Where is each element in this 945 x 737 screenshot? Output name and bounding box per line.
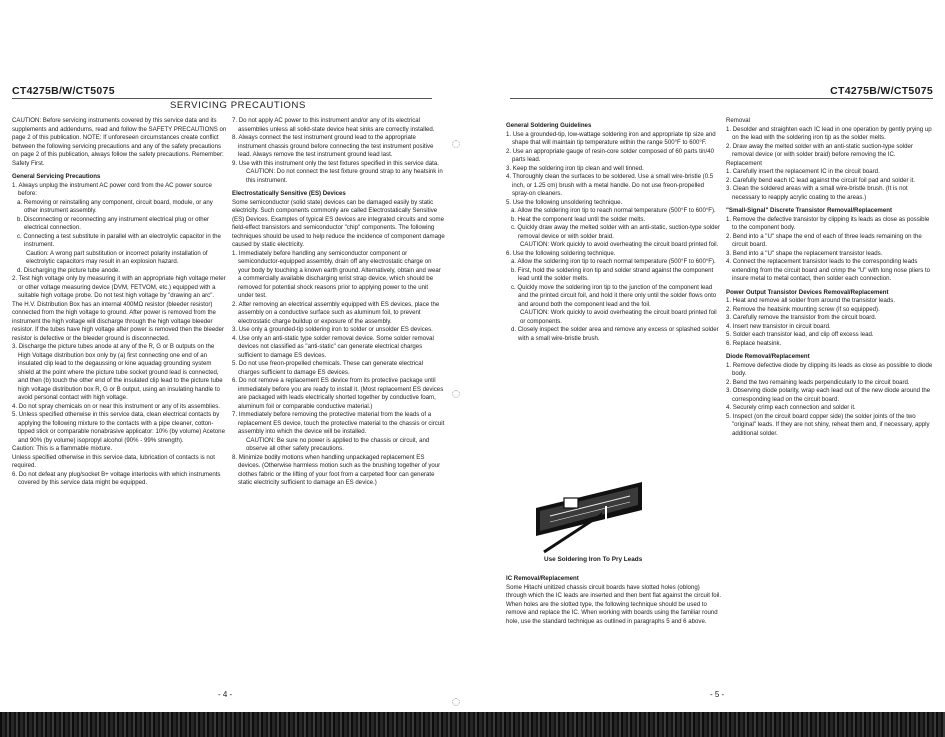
sub-list-item: c. Connecting a test substitute in parallel with an electrolytic capacitor in the instrument. — [17, 232, 221, 248]
page-title: SERVICING PRECAUTIONS — [170, 100, 306, 111]
header-rule-left — [12, 98, 432, 99]
list-item: 3. Keep the soldering iron tip clean and well tinned. — [506, 164, 644, 172]
list-item: 5. Use the following unsoldering technique. — [506, 198, 623, 206]
soldering-iron-figure — [530, 476, 648, 554]
section-heading: General Servicing Precautions — [12, 173, 101, 180]
paragraph: CAUTION: Before servicing instruments covered by this service data and its supplements and addendums, read and follow the SAFETY PRECAUTIONS on page 2 of this publication. NOTE: If unforeseen circumstances create conflict between the following servicing precautions and any of the safety precautions on page 2 of this publication, always follow the safety precautions. Remember: Safety First. — [12, 117, 227, 167]
list-item: 7. Do not apply AC power to this instrument and/or any of its electrical assemblies unless all solid-state device heat sinks are correctly installed. — [232, 117, 435, 133]
list-item: 3. Use only a grounded-tip soldering iron to solder or unsolder ES devices. — [232, 326, 433, 333]
page-number-left: - 4 - — [218, 690, 233, 699]
figure-caption: Use Soldering Iron To Pry Leads — [544, 556, 643, 563]
list-item: 2. Bend into a "U" shape the end of each of three leads remaining on the circuit board. — [726, 232, 922, 248]
list-item: 7. Immediately before removing the protective material from the leads of a replacement ES device, touch the protective material to the chassis or circuit assembly into which the device will be installed. — [232, 411, 445, 435]
column-1 — [12, 117, 228, 488]
scan-edge-strip — [0, 712, 945, 737]
list-item: 5. Solder each transistor lead, and clip off excess lead. — [726, 331, 874, 338]
list-item: 4. Use only an anti-static type solder removal device. Some solder removal devices not classified as "anti-static" can generate electrical charges sufficient to damage ES devices. — [232, 334, 434, 359]
list-item: 1. Remove defective diode by clipping its leads as close as possible to diode body. — [726, 361, 933, 377]
list-item: 2. Use an appropriate gauge of resin-core solder composed of 60 parts tin/40 parts lead. — [506, 147, 714, 163]
list-item: 8. Minimize bodily motions when handling unpackaged replacement ES devices. (Otherwise harmless motion such as the brushing together of your clothes fabric or the lifting of your foot from a carpeted floor can generate static electricity sufficient to damage an ES device.) — [232, 453, 441, 486]
section-heading: General Soldering Guidelines — [506, 122, 592, 129]
column-4 — [726, 117, 933, 438]
column-2 — [232, 117, 445, 488]
list-item: 4. Securely crimp each connection and solder it. — [726, 404, 856, 411]
list-item: 1. Use a grounded-tip, low-wattage soldering iron and appropriate tip size and shape that will maintain tip temperature within the range 500°F to 600°F. — [506, 130, 716, 146]
section-heading: Diode Removal/Replacement — [726, 353, 810, 360]
sub-list-item: c. Quickly draw away the melted solder with an anti-static, suction-type solder removal device or with solder braid. — [511, 224, 720, 240]
list-item: 8. Always connect the test instrument ground lead to the appropriate instrument chassis ground before connecting the test instrument positive lead. Always remove the test instrument ground lead last. — [232, 134, 434, 158]
list-item: 2. Carefully bend each IC lead against the circuit foil pad and solder it. — [726, 176, 916, 184]
paragraph: The H.V. Distribution Box has an internal 400MΩ resistor (bleeder resistor) connected from the high voltage to ground. After power is removed from the instrument the high voltage will discharge through the high voltage bleeder resistor. If the tubes have high voltage after power is removed then the bleeder resistor is defective or the bleeder ground is disconnected. — [12, 300, 225, 342]
sub-list-item: b. Heat the component lead until the solder melts. — [511, 215, 646, 223]
section-heading: Power Output Transistor Devices Removal/Replacement — [726, 288, 889, 296]
sub-list-item: b. First, hold the soldering iron tip and solder strand against the component lead until the solder melts. — [511, 266, 714, 282]
list-item: 3. Discharge the picture tubes anode at any of the R, G or B outputs on the High Voltage distribution box only by (a) first connecting one end of an insulated clip lead to the degaussing or kine aquadag grounding system shield at the point where the picture tube socket ground lead is connected, and then (b) touch the other end of the insulated clip lead to the picture tube high voltage distribution box R, G or B output, using an insulating handle to avoid personal contact with high voltage. — [12, 343, 223, 401]
punch-hole-mark — [452, 140, 460, 148]
paragraph: Some semiconductor (solid state) devices can be damaged easily by static electricity. Such components commonly are called Electrostatically Sensitive (ES) Devices. Examples of typical ES devices are integrated circuits and some field-effect transistors and semiconductor "chip" components. The following techniques should be used to help reduce the incidence of component damage caused by static electricity. — [232, 198, 445, 248]
list-item: 1. Immediately before handling any semiconductor component or semiconductor-equipped assembly, drain off any electrostatic charge on your body by touching a known earth ground. Alternatively, obtain and wear a commercially available discharging wrist strap device, which should be removed for potential shock reasons prior to applying power to the unit under test. — [232, 249, 441, 299]
list-item: 9. Use with this instrument only the test fixtures specified in this service data. — [232, 159, 439, 167]
sub-list-item: b. Disconnecting or reconnecting any instrument electrical plug or other electrical connection. — [17, 215, 210, 231]
section-heading: Electrostatically Sensitive (ES) Devices — [232, 190, 346, 197]
header-rule-right — [510, 98, 933, 99]
paragraph: Replacement — [726, 159, 762, 167]
caution-note: CAUTION: Be sure no power is applied to the chassis or circuit, and observe all other safety precautions. — [246, 436, 430, 452]
list-item: 3. Bend into a "U" shape the replacement transistor leads. — [726, 249, 883, 257]
paragraph: Caution: This is a flammable mixture. — [12, 445, 113, 452]
sub-list-item: d. Closely inspect the solder area and remove any excess or splashed solder with a small wire-bristle brush. — [511, 326, 719, 342]
caution-note: CAUTION: Work quickly to avoid overheating the circuit board printed foil. — [520, 241, 719, 248]
punch-hole-mark — [452, 390, 460, 398]
list-item: 3. Observing diode polarity, wrap each lead out of the new diode around the corresponding lead on the circuit board. — [726, 387, 931, 403]
column-3 — [506, 117, 722, 343]
punch-hole-mark — [452, 698, 460, 706]
section-heading: "Small-Signal" Discrete Transistor Removal/Replacement — [726, 207, 892, 214]
list-item: 5. Unless specified otherwise in this service data, clean electrical contacts by applying the following mixture to the contacts with a pipe cleaner, cotton-tipped stick or comparable nonabrasive applicator: 10% (by volume) Acetone and 90% (by volume) isopropyl alcohol (90% - 99% strength). — [12, 411, 225, 444]
sub-list-item: a. Allow the soldering iron tip to reach normal temperature (500°F to 600°F). — [511, 258, 716, 265]
list-item: 5. Do not use freon-propelled chemicals. These can generate electrical charges sufficient to damage ES devices. — [232, 360, 423, 376]
section-heading: IC Removal/Replacement — [506, 575, 579, 582]
sub-list-item: a. Allow the soldering iron tip to reach normal temperature (500°F to 600°F). — [511, 207, 716, 214]
list-item: 6. Do not remove a replacement ES device from its protective package until immediately before you are ready to install it. (Most replacement ES devices are packaged with leads electrically shorted together by conductive foam, aluminum foil or comparable conductive material.) — [232, 377, 444, 410]
list-item: 2. Draw away the melted solder with an anti-static suction-type solder removal device (or with solder braid) before removing the IC. — [726, 142, 913, 158]
list-item: 6. Do not defeat any plug/socket B+ voltage interlocks with which instruments covered by this service data might be equipped. — [12, 470, 221, 486]
column-3-ic-section — [506, 570, 722, 626]
caution-note: CAUTION: Work quickly to avoid overheating the circuit board printed foil or components. — [520, 309, 717, 325]
list-item: 2. After removing an electrical assembly equipped with ES devices, place the assembly on a conductive surface such as aluminum foil, to prevent electrostatic charge buildup or exposure of the assembly. — [232, 300, 440, 325]
paragraph: Removal — [726, 117, 751, 124]
list-item: 1. Desolder and straighten each IC lead in one operation by gently prying up on the lead with the soldering iron tip as the solder melts. — [726, 125, 932, 141]
list-item: 5. Inspect (on the circuit board copper side) the solder joints of the two "original" leads. If they are not shiny, reheat them and, if necessary, apply additional solder. — [726, 412, 930, 437]
list-item: 2. Test high voltage only by measuring it with an appropriate high voltage meter or other voltage measuring device (DVM, FETVOM, etc.) equipped with a suitable high voltage probe. Do not test high voltage by "drawing an arc". — [12, 275, 226, 299]
caution-note: CAUTION: Do not connect the test fixture ground strap to any heatsink in this instrument. — [246, 168, 443, 184]
list-item: 4. Connect the replacement transistor leads to the corresponding leads extending from the circuit board and crimp the "U" with long nose pliers to insure metal to metal contact, then solder each connection. — [726, 258, 931, 282]
sub-list-item: c. Quickly move the soldering iron tip to the junction of the component lead and the printed circuit foil, and hold it there only until the solder flows onto and around both the component lead and the foil. — [511, 283, 717, 308]
list-item: 4. Thoroughly clean the surfaces to be soldered. Use a small wire-bristle (0.5 inch, or 1.25 cm) brush with a metal handle. Do not use freon-propelled spray-on cleaners. — [506, 173, 714, 197]
sub-list-item: a. Removing or reinstalling any component, circuit board, module, or any other instrument assembly. — [17, 198, 213, 214]
list-item: 1. Carefully insert the replacement IC in the circuit board. — [726, 168, 880, 175]
list-item: 6. Use the following soldering technique. — [506, 249, 616, 257]
list-item: 2. Remove the heatsink mounting screw (if so equipped). — [726, 305, 880, 313]
page-number-right: - 5 - — [710, 690, 725, 699]
list-item: 1. Remove the defective transistor by clipping its leads as close as possible to the component body. — [726, 215, 930, 231]
sub-list-item: d. Discharging the picture tube anode. — [17, 266, 120, 274]
list-item: 3. Carefully remove the transistor from the circuit board. — [726, 314, 877, 321]
paragraph: Unless specified otherwise in this service data, lubrication of contacts is not required. — [12, 453, 215, 469]
list-item: 4. Do not spray chemicals on or near this instrument or any of its assemblies. — [12, 402, 220, 410]
list-item: 6. Replace heatsink. — [726, 339, 782, 347]
list-item: 2. Bend the two remaining leads perpendicularly to the circuit board. — [726, 378, 910, 386]
model-number-left: CT4275B/W/CT5075 — [12, 85, 115, 97]
caution-note: Caution: A wrong part substitution or incorrect polarity installation of electrolytic capacitors may result in an explosion hazard. — [26, 249, 208, 265]
list-item: 1. Heat and remove all solder from around the transistor leads. — [726, 297, 896, 304]
list-item: 1. Always unplug the instrument AC power cord from the AC power source before: — [12, 181, 212, 197]
model-number-right: CT4275B/W/CT5075 — [830, 85, 933, 97]
list-item: 3. Clean the soldered areas with a small wire-bristle brush. (It is not necessary to reapply acrylic coating to the areas.) — [726, 185, 908, 201]
paragraph: Some Hitachi unitized chassis circuit boards have slotted holes (oblong) through which the IC leads are inserted and then bent flat against the circuit foil. When holes are the slotted type, the following technique should be used to remove and replace the IC. When working with boards using the familiar round hole, use the standard technique as outlined in paragraphs 5 and 6 above. — [506, 583, 722, 625]
list-item: 4. Insert new transistor in circuit board. — [726, 322, 831, 330]
